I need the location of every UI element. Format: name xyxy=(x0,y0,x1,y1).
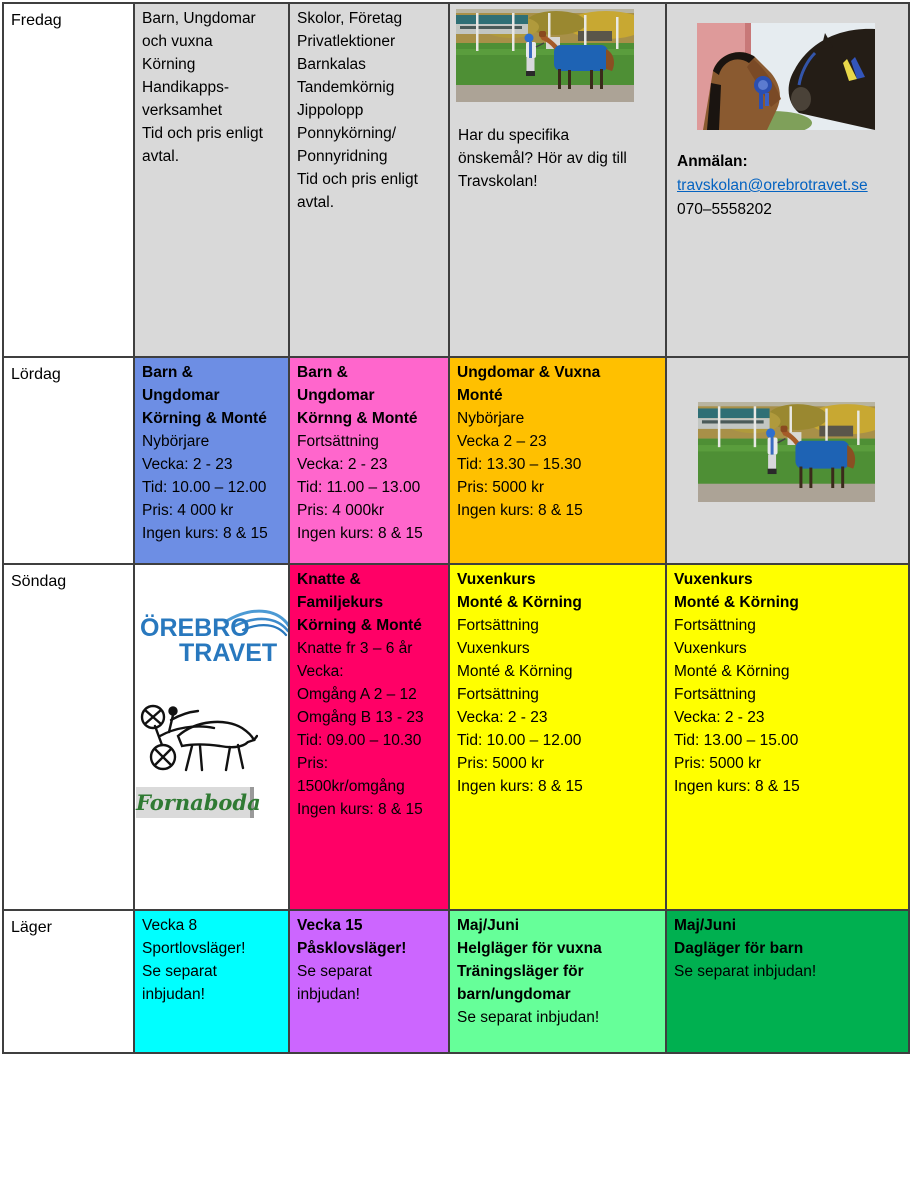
text-line: Tid: 11.00 – 13.00 xyxy=(297,479,421,496)
cell-lordag-course-2 xyxy=(290,358,450,565)
course-title-line: Ungdomar xyxy=(297,387,375,404)
text-line: Ponnykörning/ xyxy=(297,125,397,142)
schedule-table xyxy=(2,2,910,1054)
text-line: Se separat inbjudan! xyxy=(457,1009,600,1026)
text-line: Monté & Körning xyxy=(457,663,573,680)
text-line: Pris: 4 000 kr xyxy=(142,502,234,519)
text-line: Ingen kurs: 8 & 15 xyxy=(457,502,583,519)
course-title-line: Körnng & Monté xyxy=(297,410,418,427)
course-title-line: Maj/Juni xyxy=(457,917,520,934)
course-title-line: Barn & xyxy=(297,364,348,381)
text-line: Tid: 13.30 – 15.30 xyxy=(457,456,582,473)
course-title-line: Monté & Körning xyxy=(457,594,582,611)
course-title-line: Maj/Juni xyxy=(674,917,737,934)
cell-fredag-activities-2 xyxy=(290,4,450,358)
text-line: Ingen kurs: 8 & 15 xyxy=(297,525,423,542)
text-line: Se separat xyxy=(142,963,217,980)
text-line: Vuxenkurs xyxy=(674,640,747,657)
text-line: Jippolopp xyxy=(297,102,364,119)
text-line: inbjudan! xyxy=(297,986,360,1003)
text-line: Se separat xyxy=(297,963,372,980)
cell-lager-sportlov xyxy=(135,911,290,1052)
text-line: Fortsättning xyxy=(674,617,756,634)
text-line: inbjudan! xyxy=(142,986,205,1003)
text-line: avtal. xyxy=(297,194,335,211)
text-line: Vecka: 2 - 23 xyxy=(674,709,765,726)
text-line: Tid och pris enligt xyxy=(142,125,263,142)
cell-sondag-course-2 xyxy=(450,565,667,911)
text-line: Nybörjare xyxy=(142,433,210,450)
course-title-line: Barn & xyxy=(142,364,193,381)
orebro-travet-logo xyxy=(139,606,290,664)
text-line: Fortsättning xyxy=(297,433,379,450)
cell-sondag-logos xyxy=(135,565,290,911)
text-line: Ingen kurs: 8 & 15 xyxy=(297,801,423,818)
text-line: önskemål? Hör av dig till xyxy=(458,150,627,167)
two-horses-photo xyxy=(697,23,875,130)
row-label-lager xyxy=(4,911,135,1052)
text-line: Fortsättning xyxy=(457,686,539,703)
text-line: Pris: 5000 kr xyxy=(674,755,762,772)
text-line: Knatte fr 3 – 6 år xyxy=(297,640,413,657)
text-line: Vecka: 2 - 23 xyxy=(457,709,548,726)
course-title-line: Dagläger för barn xyxy=(674,940,804,957)
course-title-line: Knatte & xyxy=(297,571,361,588)
phone-number: 070–5558202 xyxy=(677,201,772,218)
row-label-lordag xyxy=(4,358,135,565)
text-line: Vecka 2 – 23 xyxy=(457,433,547,450)
cell-fredag-contact-prompt xyxy=(450,4,667,358)
course-title-line: Monté & Körning xyxy=(674,594,799,611)
text-line: Ingen kurs: 8 & 15 xyxy=(457,778,583,795)
cell-lordag-course-1 xyxy=(135,358,290,565)
svg-text:TRAVET: TRAVET xyxy=(179,639,278,664)
text-line: Vecka: 2 - 23 xyxy=(297,456,388,473)
cell-lager-daglager xyxy=(667,911,908,1052)
text-line: Barnkalas xyxy=(297,56,366,73)
course-title-line: Vuxenkurs xyxy=(457,571,536,588)
text-line: Ingen kurs: 8 & 15 xyxy=(142,525,268,542)
text-line: Pris: 4 000kr xyxy=(297,502,385,519)
text-line: Se separat inbjudan! xyxy=(674,963,817,980)
text-line: Pris: 5000 kr xyxy=(457,755,545,772)
course-title-line: Körning & Monté xyxy=(297,617,422,634)
text-line: Sportlovsläger! xyxy=(142,940,246,957)
cell-lager-pasklov xyxy=(290,911,450,1052)
text-line: Tid: 10.00 – 12.00 xyxy=(457,732,582,749)
text-line: Omgång A 2 – 12 xyxy=(297,686,417,703)
svg-text:ÖREBRO: ÖREBRO xyxy=(140,614,250,642)
text-line: Tid och pris enligt xyxy=(297,171,418,188)
text-line: Tid: 09.00 – 10.30 xyxy=(297,732,422,749)
row-label-sondag xyxy=(4,565,135,911)
course-title-line: Monté xyxy=(457,387,503,404)
text-line: Tandemkörnig xyxy=(297,79,395,96)
text-line: Tid: 13.00 – 15.00 xyxy=(674,732,799,749)
text-line: Har du specifika xyxy=(458,127,570,144)
text-line: Vuxenkurs xyxy=(457,640,530,657)
course-title-line: Påsklovsläger! xyxy=(297,940,407,957)
text-line: Fortsättning xyxy=(457,617,539,634)
text-line: avtal. xyxy=(142,148,180,165)
text-line: Handikapps- xyxy=(142,79,230,96)
text-line: Fortsättning xyxy=(674,686,756,703)
text-line: 1500kr/omgång xyxy=(297,778,405,795)
text-line: Vecka: xyxy=(297,663,344,680)
text-line: Barn, Ungdomar xyxy=(142,10,256,27)
track-horse-photo xyxy=(456,9,634,102)
text-line: Privatlektioner xyxy=(297,33,396,50)
text-line: verksamhet xyxy=(142,102,223,119)
course-title-line: Vecka 15 xyxy=(297,917,363,934)
cell-lordag-photo xyxy=(667,358,908,565)
text-line: Tid: 10.00 – 12.00 xyxy=(142,479,267,496)
course-title-line: Körning & Monté xyxy=(142,410,267,427)
text-line: Pris: xyxy=(297,755,328,772)
day-label: Läger xyxy=(11,919,52,936)
cell-fredag-activities-1 xyxy=(135,4,290,358)
course-title-line: Ungdomar & Vuxna xyxy=(457,364,601,381)
cell-lager-helglager xyxy=(450,911,667,1052)
day-label: Fredag xyxy=(11,12,62,29)
text-line: Skolor, Företag xyxy=(297,10,403,27)
course-title-line: barn/ungdomar xyxy=(457,986,571,1003)
text-line: Vecka 8 xyxy=(142,917,198,934)
text-line: och vuxna xyxy=(142,33,213,50)
day-label: Söndag xyxy=(11,573,67,590)
cell-sondag-course-1 xyxy=(290,565,450,911)
course-title-line: Helgläger för vuxna xyxy=(457,940,602,957)
course-title-line: Ungdomar xyxy=(142,387,220,404)
course-title-line: Träningsläger för xyxy=(457,963,584,980)
cell-lordag-course-3 xyxy=(450,358,667,565)
fornaboda-logo: Fornaboda xyxy=(136,787,254,818)
text-line: Omgång B 13 - 23 xyxy=(297,709,424,726)
text-line: Pris: 5000 kr xyxy=(457,479,545,496)
text-line: Körning xyxy=(142,56,196,73)
horse-sulky-drawing xyxy=(138,702,258,774)
row-label-fredag xyxy=(4,4,135,358)
course-title-line: Vuxenkurs xyxy=(674,571,753,588)
text-line: Monté & Körning xyxy=(674,663,790,680)
course-title-line: Familjekurs xyxy=(297,594,384,611)
text-line: Vecka: 2 - 23 xyxy=(142,456,233,473)
text-line: Travskolan! xyxy=(458,173,538,190)
email-link[interactable]: travskolan@orebrotravet.se xyxy=(677,177,868,194)
day-label: Lördag xyxy=(11,366,61,383)
anmalan-label: Anmälan: xyxy=(677,153,748,170)
text-line: Nybörjare xyxy=(457,410,525,427)
cell-sondag-course-3 xyxy=(667,565,908,911)
track-horse-photo xyxy=(698,402,875,502)
text-line: Ponnyridning xyxy=(297,148,388,165)
cell-fredag-anmalan xyxy=(667,4,908,358)
text-line: Ingen kurs: 8 & 15 xyxy=(674,778,800,795)
